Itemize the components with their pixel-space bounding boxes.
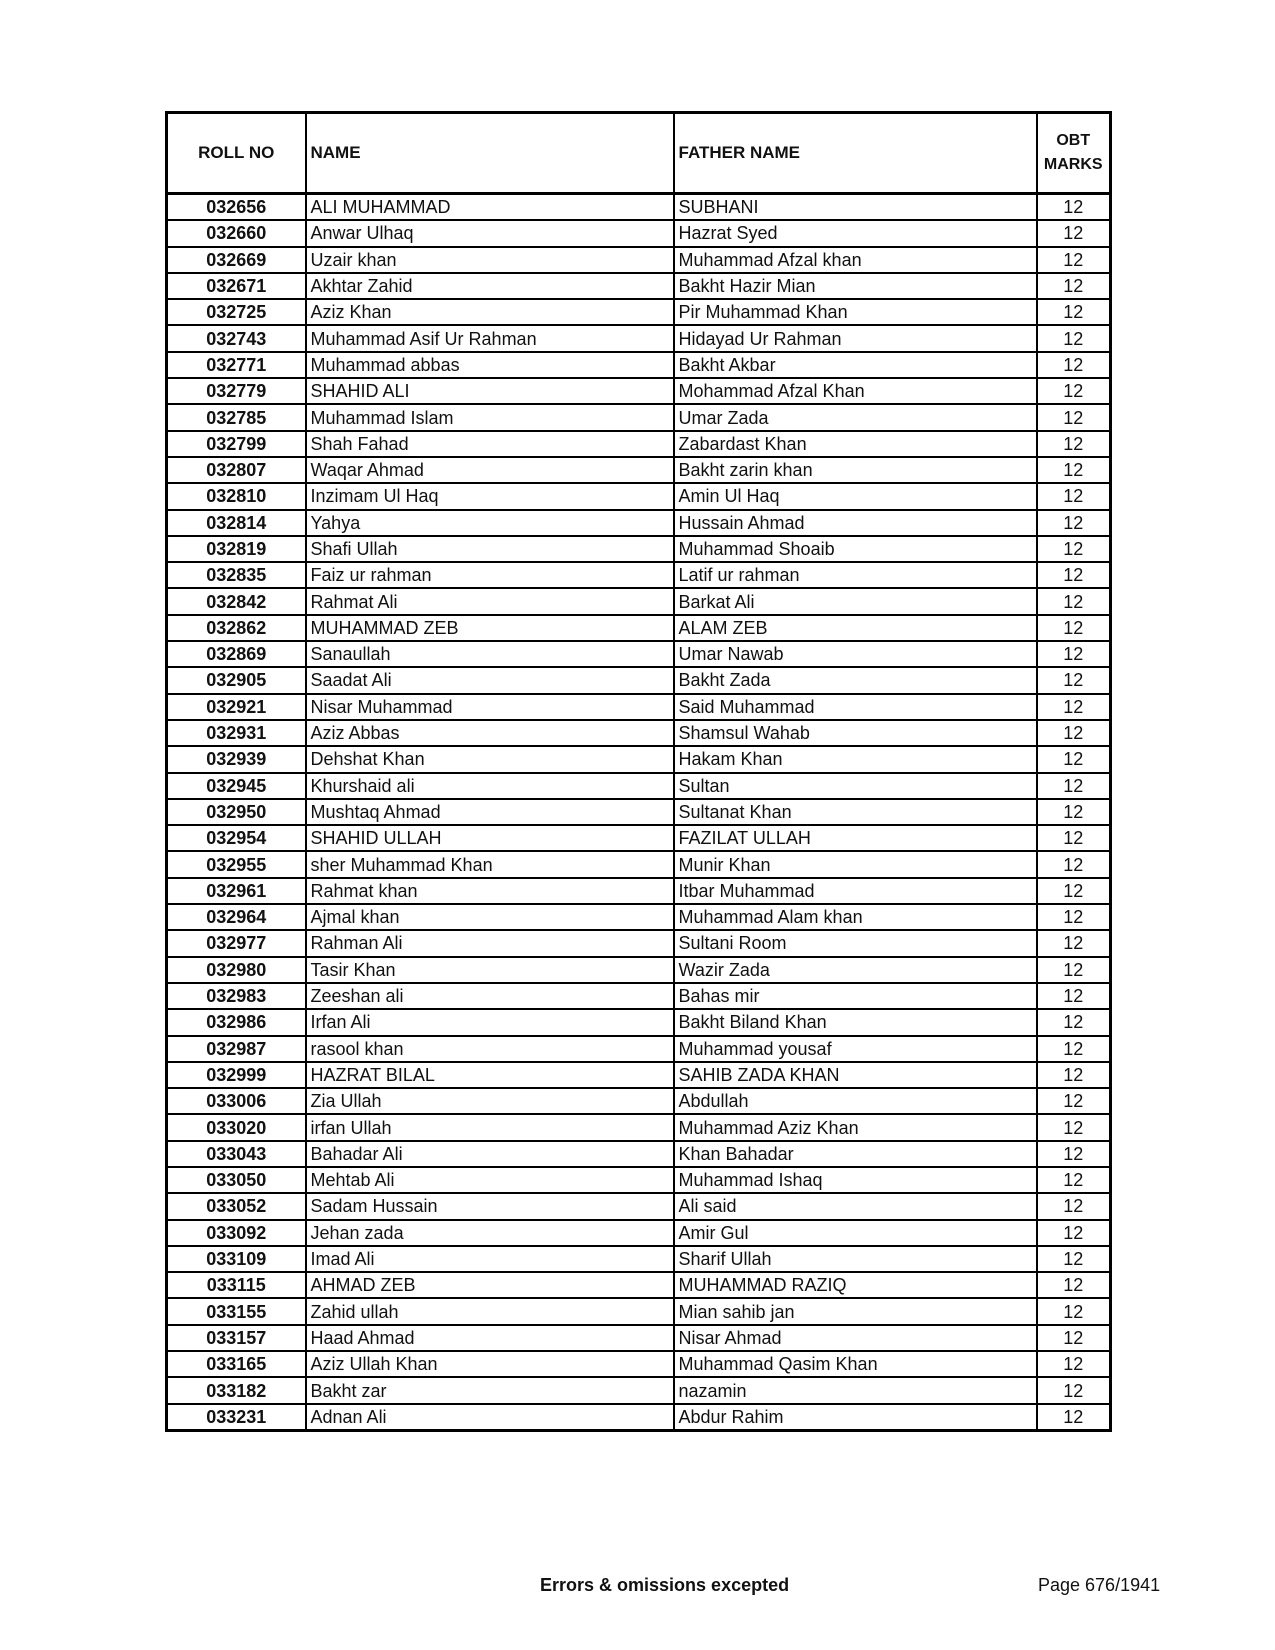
header-obt-marks-line2: MARKS (1043, 156, 1103, 173)
obt-marks-cell: 12 (1037, 1114, 1111, 1140)
obt-marks-cell: 12 (1037, 1141, 1111, 1167)
roll-no-cell: 033050 (167, 1167, 306, 1193)
obt-marks-cell: 12 (1037, 615, 1111, 641)
table-row (167, 773, 1111, 799)
roll-no-cell: 032977 (167, 930, 306, 956)
table-row (167, 1062, 1111, 1088)
roll-no-cell: 032799 (167, 431, 306, 457)
header-obt-marks (1037, 113, 1111, 194)
father-name-cell: Hussain Ahmad (674, 510, 1037, 536)
roll-no-cell: 032945 (167, 773, 306, 799)
table-row (167, 667, 1111, 693)
father-name-cell: Shamsul Wahab (674, 720, 1037, 746)
roll-no-cell: 033043 (167, 1141, 306, 1167)
roll-no-cell: 032939 (167, 746, 306, 772)
table-header (167, 113, 1111, 194)
table-row (167, 930, 1111, 956)
roll-no-cell: 032954 (167, 825, 306, 851)
name-cell: Bahadar Ali (306, 1141, 674, 1167)
obt-marks-cell: 12 (1037, 273, 1111, 299)
obt-marks-cell: 12 (1037, 378, 1111, 404)
obt-marks-cell: 12 (1037, 1325, 1111, 1351)
table-row (167, 483, 1111, 509)
father-name-cell: Muhammad Alam khan (674, 904, 1037, 930)
roll-no-cell: 032771 (167, 352, 306, 378)
roll-no-cell: 032869 (167, 641, 306, 667)
obt-marks-cell: 12 (1037, 1088, 1111, 1114)
roll-no-cell: 032779 (167, 378, 306, 404)
name-cell: Saadat Ali (306, 667, 674, 693)
roll-no-cell: 032785 (167, 404, 306, 430)
name-cell: rasool khan (306, 1036, 674, 1062)
table-row (167, 1377, 1111, 1403)
father-name-cell: Latif ur rahman (674, 562, 1037, 588)
father-name-cell: Munir Khan (674, 851, 1037, 877)
roll-no-cell: 032921 (167, 694, 306, 720)
obt-marks-cell: 12 (1037, 1298, 1111, 1324)
name-cell: Zahid ullah (306, 1298, 674, 1324)
roll-no-cell: 032964 (167, 904, 306, 930)
table-row (167, 404, 1111, 430)
father-name-cell: Bakht Hazir Mian (674, 273, 1037, 299)
roll-no-cell: 033115 (167, 1272, 306, 1298)
name-cell: Zia Ullah (306, 1088, 674, 1114)
table-row (167, 588, 1111, 614)
name-cell: Mushtaq Ahmad (306, 799, 674, 825)
father-name-cell: SUBHANI (674, 194, 1037, 221)
obt-marks-cell: 12 (1037, 325, 1111, 351)
header-roll-no: ROLL NO (167, 113, 306, 194)
roll-no-cell: 033157 (167, 1325, 306, 1351)
obt-marks-cell: 12 (1037, 667, 1111, 693)
obt-marks-cell: 12 (1037, 220, 1111, 246)
name-cell: Akhtar Zahid (306, 273, 674, 299)
table-row (167, 694, 1111, 720)
father-name-cell: Muhammad Qasim Khan (674, 1351, 1037, 1377)
father-name-cell: Mian sahib jan (674, 1298, 1037, 1324)
obt-marks-cell: 12 (1037, 720, 1111, 746)
table-row (167, 536, 1111, 562)
father-name-cell: Muhammad Aziz Khan (674, 1114, 1037, 1140)
table-row (167, 273, 1111, 299)
father-name-cell: Amin Ul Haq (674, 483, 1037, 509)
father-name-cell: Bakht zarin khan (674, 457, 1037, 483)
name-cell: Inzimam Ul Haq (306, 483, 674, 509)
father-name-cell: Sultanat Khan (674, 799, 1037, 825)
name-cell: Waqar Ahmad (306, 457, 674, 483)
roll-no-cell: 032980 (167, 957, 306, 983)
table-row (167, 615, 1111, 641)
table-row (167, 641, 1111, 667)
father-name-cell: Sharif Ullah (674, 1246, 1037, 1272)
table-row (167, 1167, 1111, 1193)
header-father-name: FATHER NAME (674, 113, 1037, 194)
father-name-cell: Bakht Akbar (674, 352, 1037, 378)
father-name-cell: Umar Nawab (674, 641, 1037, 667)
roll-no-cell: 033165 (167, 1351, 306, 1377)
father-name-cell: FAZILAT ULLAH (674, 825, 1037, 851)
header-name: NAME (306, 113, 674, 194)
table-row (167, 851, 1111, 877)
obt-marks-cell: 12 (1037, 431, 1111, 457)
name-cell: Muhammad Islam (306, 404, 674, 430)
obt-marks-cell: 12 (1037, 588, 1111, 614)
roll-no-cell: 032835 (167, 562, 306, 588)
father-name-cell: Bakht Zada (674, 667, 1037, 693)
name-cell: Rahmat Ali (306, 588, 674, 614)
obt-marks-cell: 12 (1037, 773, 1111, 799)
obt-marks-cell: 12 (1037, 1404, 1111, 1431)
table-row (167, 1404, 1111, 1431)
roll-no-cell: 033231 (167, 1404, 306, 1431)
father-name-cell: Itbar Muhammad (674, 878, 1037, 904)
father-name-cell: MUHAMMAD RAZIQ (674, 1272, 1037, 1298)
name-cell: Yahya (306, 510, 674, 536)
name-cell: Rahman Ali (306, 930, 674, 956)
table-row (167, 983, 1111, 1009)
table-row (167, 1246, 1111, 1272)
name-cell: Tasir Khan (306, 957, 674, 983)
table-row (167, 746, 1111, 772)
roll-no-cell: 032814 (167, 510, 306, 536)
obt-marks-cell: 12 (1037, 1167, 1111, 1193)
father-name-cell: Sultan (674, 773, 1037, 799)
father-name-cell: Khan Bahadar (674, 1141, 1037, 1167)
obt-marks-cell: 12 (1037, 641, 1111, 667)
obt-marks-cell: 12 (1037, 1272, 1111, 1298)
table-row (167, 1272, 1111, 1298)
roll-no-cell: 033020 (167, 1114, 306, 1140)
name-cell: Irfan Ali (306, 1009, 674, 1035)
roll-no-cell: 032986 (167, 1009, 306, 1035)
name-cell: Sadam Hussain (306, 1193, 674, 1219)
name-cell: Haad Ahmad (306, 1325, 674, 1351)
obt-marks-cell: 12 (1037, 194, 1111, 221)
obt-marks-cell: 12 (1037, 1246, 1111, 1272)
name-cell: Adnan Ali (306, 1404, 674, 1431)
father-name-cell: Barkat Ali (674, 588, 1037, 614)
name-cell: Uzair khan (306, 247, 674, 273)
roll-no-cell: 032669 (167, 247, 306, 273)
roll-no-cell: 032671 (167, 273, 306, 299)
father-name-cell: Amir Gul (674, 1220, 1037, 1246)
table-row (167, 1298, 1111, 1324)
table-row (167, 825, 1111, 851)
table-row (167, 878, 1111, 904)
table-row (167, 457, 1111, 483)
name-cell: Sanaullah (306, 641, 674, 667)
obt-marks-cell: 12 (1037, 1351, 1111, 1377)
obt-marks-cell: 12 (1037, 562, 1111, 588)
father-name-cell: Abdullah (674, 1088, 1037, 1114)
table-row (167, 1114, 1111, 1140)
name-cell: AHMAD ZEB (306, 1272, 674, 1298)
obt-marks-cell: 12 (1037, 457, 1111, 483)
footer-note: Errors & omissions excepted (540, 1575, 790, 1595)
table-row (167, 1036, 1111, 1062)
roll-no-cell: 033052 (167, 1193, 306, 1219)
name-cell: Anwar Ulhaq (306, 220, 674, 246)
roll-no-cell: 032999 (167, 1062, 306, 1088)
father-name-cell: Nisar Ahmad (674, 1325, 1037, 1351)
roll-no-cell: 032656 (167, 194, 306, 221)
name-cell: sher Muhammad Khan (306, 851, 674, 877)
obt-marks-cell: 12 (1037, 825, 1111, 851)
table-row (167, 247, 1111, 273)
header-obt-marks-line1: OBT (1056, 132, 1091, 149)
name-cell: Shah Fahad (306, 431, 674, 457)
table-row (167, 431, 1111, 457)
table-row (167, 957, 1111, 983)
obt-marks-cell: 12 (1037, 1220, 1111, 1246)
name-cell: SHAHID ALI (306, 378, 674, 404)
obt-marks-cell: 12 (1037, 1193, 1111, 1219)
name-cell: Imad Ali (306, 1246, 674, 1272)
name-cell: ALI MUHAMMAD (306, 194, 674, 221)
father-name-cell: Muhammad yousaf (674, 1036, 1037, 1062)
roll-no-cell: 032862 (167, 615, 306, 641)
name-cell: Faiz ur rahman (306, 562, 674, 588)
obt-marks-cell: 12 (1037, 851, 1111, 877)
table-row (167, 325, 1111, 351)
name-cell: Dehshat Khan (306, 746, 674, 772)
obt-marks-cell: 12 (1037, 1062, 1111, 1088)
obt-marks-cell: 12 (1037, 930, 1111, 956)
name-cell: Khurshaid ali (306, 773, 674, 799)
page-number: Page 676/1941 (1038, 1575, 1161, 1595)
name-cell: Rahmat khan (306, 878, 674, 904)
roll-no-cell: 033182 (167, 1377, 306, 1403)
table-row (167, 562, 1111, 588)
table-row (167, 1325, 1111, 1351)
table-row (167, 1141, 1111, 1167)
table-row (167, 799, 1111, 825)
roll-no-cell: 032810 (167, 483, 306, 509)
obt-marks-cell: 12 (1037, 247, 1111, 273)
father-name-cell: Bahas mir (674, 983, 1037, 1009)
roll-no-cell: 032842 (167, 588, 306, 614)
table-row (167, 352, 1111, 378)
obt-marks-cell: 12 (1037, 904, 1111, 930)
roll-no-cell: 032819 (167, 536, 306, 562)
obt-marks-cell: 12 (1037, 404, 1111, 430)
obt-marks-cell: 12 (1037, 352, 1111, 378)
obt-marks-cell: 12 (1037, 1036, 1111, 1062)
header-row (167, 113, 1111, 194)
name-cell: Zeeshan ali (306, 983, 674, 1009)
father-name-cell: Muhammad Ishaq (674, 1167, 1037, 1193)
roll-no-cell: 032955 (167, 851, 306, 877)
obt-marks-cell: 12 (1037, 799, 1111, 825)
roll-no-cell: 032807 (167, 457, 306, 483)
roll-no-cell: 032905 (167, 667, 306, 693)
name-cell: HAZRAT BILAL (306, 1062, 674, 1088)
table-row (167, 1193, 1111, 1219)
father-name-cell: Umar Zada (674, 404, 1037, 430)
roll-no-cell: 033092 (167, 1220, 306, 1246)
father-name-cell: Zabardast Khan (674, 431, 1037, 457)
name-cell: irfan Ullah (306, 1114, 674, 1140)
results-table (165, 111, 1112, 1432)
father-name-cell: Hidayad Ur Rahman (674, 325, 1037, 351)
table-row (167, 220, 1111, 246)
table-body (167, 194, 1111, 1431)
name-cell: Muhammad abbas (306, 352, 674, 378)
roll-no-cell: 032725 (167, 299, 306, 325)
obt-marks-cell: 12 (1037, 694, 1111, 720)
table-row (167, 1009, 1111, 1035)
table-row (167, 510, 1111, 536)
roll-no-cell: 032961 (167, 878, 306, 904)
name-cell: Mehtab Ali (306, 1167, 674, 1193)
roll-no-cell: 032987 (167, 1036, 306, 1062)
name-cell: SHAHID ULLAH (306, 825, 674, 851)
table-row (167, 720, 1111, 746)
name-cell: Bakht zar (306, 1377, 674, 1403)
roll-no-cell: 033109 (167, 1246, 306, 1272)
father-name-cell: Hazrat Syed (674, 220, 1037, 246)
father-name-cell: Said Muhammad (674, 694, 1037, 720)
roll-no-cell: 033006 (167, 1088, 306, 1114)
father-name-cell: Mohammad Afzal Khan (674, 378, 1037, 404)
obt-marks-cell: 12 (1037, 1377, 1111, 1403)
obt-marks-cell: 12 (1037, 510, 1111, 536)
obt-marks-cell: 12 (1037, 878, 1111, 904)
father-name-cell: nazamin (674, 1377, 1037, 1403)
father-name-cell: Abdur Rahim (674, 1404, 1037, 1431)
results-sheet (165, 111, 1109, 1432)
name-cell: MUHAMMAD ZEB (306, 615, 674, 641)
table-row (167, 904, 1111, 930)
table-row (167, 1220, 1111, 1246)
father-name-cell: Pir Muhammad Khan (674, 299, 1037, 325)
name-cell: Ajmal khan (306, 904, 674, 930)
father-name-cell: Muhammad Shoaib (674, 536, 1037, 562)
table-row (167, 299, 1111, 325)
obt-marks-cell: 12 (1037, 1009, 1111, 1035)
father-name-cell: ALAM ZEB (674, 615, 1037, 641)
table-row (167, 1088, 1111, 1114)
name-cell: Nisar Muhammad (306, 694, 674, 720)
roll-no-cell: 032660 (167, 220, 306, 246)
obt-marks-cell: 12 (1037, 299, 1111, 325)
obt-marks-cell: 12 (1037, 983, 1111, 1009)
father-name-cell: Bakht Biland Khan (674, 1009, 1037, 1035)
father-name-cell: Hakam Khan (674, 746, 1037, 772)
name-cell: Aziz Abbas (306, 720, 674, 746)
obt-marks-cell: 12 (1037, 483, 1111, 509)
father-name-cell: Muhammad Afzal khan (674, 247, 1037, 273)
name-cell: Shafi Ullah (306, 536, 674, 562)
obt-marks-cell: 12 (1037, 536, 1111, 562)
name-cell: Jehan zada (306, 1220, 674, 1246)
name-cell: Aziz Khan (306, 299, 674, 325)
table-row (167, 1351, 1111, 1377)
father-name-cell: Ali said (674, 1193, 1037, 1219)
table-row (167, 194, 1111, 221)
obt-marks-cell: 12 (1037, 746, 1111, 772)
father-name-cell: SAHIB ZADA KHAN (674, 1062, 1037, 1088)
father-name-cell: Sultani Room (674, 930, 1037, 956)
name-cell: Muhammad Asif Ur Rahman (306, 325, 674, 351)
table-row (167, 378, 1111, 404)
roll-no-cell: 032931 (167, 720, 306, 746)
name-cell: Aziz Ullah Khan (306, 1351, 674, 1377)
father-name-cell: Wazir Zada (674, 957, 1037, 983)
obt-marks-cell: 12 (1037, 957, 1111, 983)
roll-no-cell: 032983 (167, 983, 306, 1009)
roll-no-cell: 033155 (167, 1298, 306, 1324)
roll-no-cell: 032743 (167, 325, 306, 351)
roll-no-cell: 032950 (167, 799, 306, 825)
